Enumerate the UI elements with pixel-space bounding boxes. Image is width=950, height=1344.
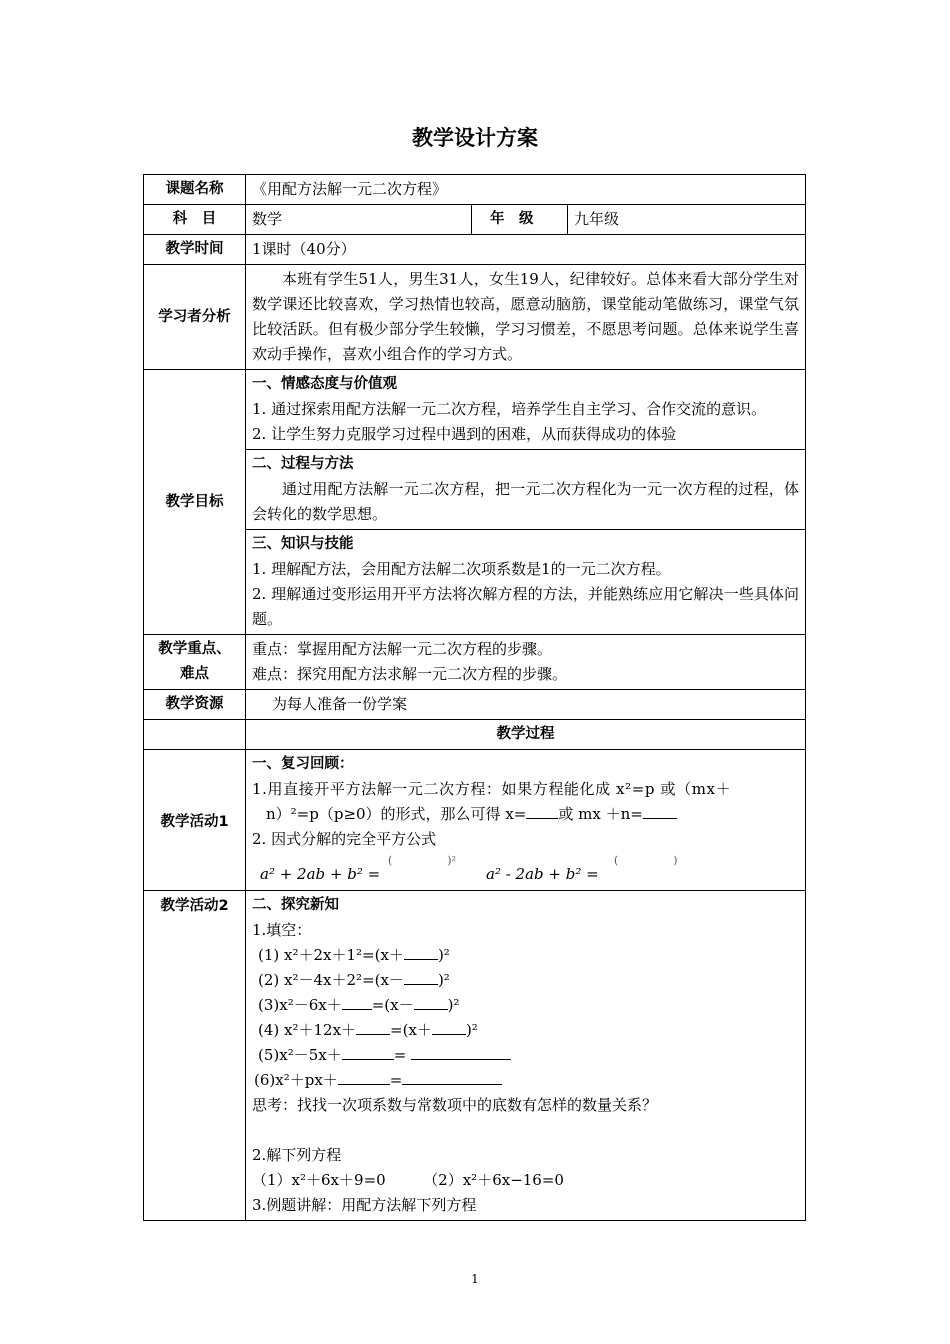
- goals-process-heading: 二、过程与方法: [252, 456, 354, 472]
- blank-mxn: [643, 804, 677, 819]
- process-blank-cell: [144, 720, 246, 750]
- learner-label: 学习者分析: [144, 265, 246, 370]
- course-value: 《用配方法解一元二次方程》: [246, 175, 806, 205]
- goals-process-line-1: 通过用配方法解一元二次方程，把一元二次方程化为一元一次方程的过程，体会转化的数学思想。: [252, 480, 800, 523]
- time-value: 1课时（40分）: [246, 235, 806, 265]
- goals-knowledge-line-2: 2. 理解通过变形运用开平方法将次解方程的方法，并能熟练应用它解决一些具体问题。: [252, 585, 800, 628]
- goals-section-process: [246, 449, 805, 529]
- formula-plus: a² + 2ab + b² =: [260, 865, 381, 883]
- exercise-6: (6)x²＋px＋ =: [252, 1068, 799, 1093]
- activity-2-content: [246, 891, 806, 1221]
- keypoints-content: [246, 635, 806, 690]
- formula-minus-paren: ( ): [614, 854, 678, 867]
- solve-items: （1）x²＋6x＋9=0 （2）x²＋6x−16=0: [252, 1171, 564, 1189]
- subject-value: 数学: [246, 205, 472, 235]
- activity-1-heading: 一、复习回顾：: [252, 756, 354, 772]
- keypoints-label-line-2: 难点: [180, 666, 209, 682]
- exercise-4: (4) x²＋12x＋ =(x＋ )²: [258, 1021, 478, 1039]
- goals-content: [246, 370, 806, 635]
- solve-title: 2.解下列方程: [252, 1146, 342, 1164]
- review-line-1b: n）²=p（p≥0）的形式，那么可得 x= 或 mx ＋n=: [252, 802, 799, 827]
- goals-attitude-heading: 一、情感态度与价值观: [252, 376, 397, 392]
- exercise-3: (3)x²－6x＋ =(x－ )²: [258, 996, 460, 1014]
- goals-attitude-line-1: 1. 通过探索用配方法解一元二次方程，培养学生自主学习、合作交流的意识。: [252, 400, 767, 418]
- goals-label: 教学目标: [144, 370, 246, 635]
- page-number: 1: [471, 1272, 479, 1286]
- keypoints-label: [144, 635, 246, 690]
- process-heading: 教学过程: [246, 720, 806, 750]
- goals-knowledge-heading: 三、知识与技能: [252, 536, 354, 552]
- grade-value: 九年级: [568, 205, 806, 235]
- goals-section-attitude: [246, 370, 805, 449]
- exercise-2: (2) x²－4x＋2²=(x－ )²: [258, 971, 450, 989]
- exercise-5: (5)x²－5x＋ =: [252, 1043, 799, 1068]
- think-prompt: 思考：找找一次项系数与常数项中的底数有怎样的数量关系？: [252, 1096, 658, 1114]
- spacer: [252, 1118, 799, 1143]
- resources-label: 教学资源: [144, 690, 246, 720]
- resources-value: 为每人准备一份学案: [246, 690, 806, 720]
- grade-label: 年 级: [472, 205, 568, 235]
- exercise-1: (1) x²＋2x＋1²=(x＋ )²: [258, 946, 450, 964]
- review-line-1a: 1.用直接开平方法解一元二次方程：如果方程能化成 x²=p 或（mx＋: [252, 780, 732, 798]
- activity-1-label: 教学活动1: [144, 750, 246, 891]
- goals-knowledge-line-1: 1. 理解配方法，会用配方法解二次项系数是1的一元二次方程。: [252, 560, 671, 578]
- keypoints-label-line-1: 教学重点、: [158, 641, 231, 657]
- blank-x: [526, 804, 558, 819]
- square-formulas: [252, 852, 799, 888]
- fill-blank-title: 1.填空：: [252, 921, 312, 939]
- document-title: 教学设计方案: [412, 126, 538, 150]
- activity-1-content: [246, 750, 806, 891]
- formula-plus-paren: ( )²: [388, 854, 456, 867]
- keypoint-focus: 重点：掌握用配方法解一元二次方程的步骤。: [252, 640, 553, 658]
- course-label: 课题名称: [144, 175, 246, 205]
- lesson-plan-table: [143, 174, 806, 1221]
- goals-attitude-line-2: 2. 让学生努力克服学习过程中遇到的困难，从而获得成功的体验: [252, 425, 677, 443]
- learner-analysis-text: 本班有学生51人，男生31人，女生19人，纪律较好。总体来看大部分学生对数学课还比较喜欢，学习热情也较高，愿意动脑筋，课堂能动笔做练习，课堂气氛比较活跃。但有极少部分学生较懒，学习习惯差，不愿思考问题。总体来说学生喜欢动手操作，喜欢小组合作的学习方式。: [246, 265, 806, 370]
- example-title: 3.例题讲解：用配方法解下列方程: [252, 1196, 477, 1214]
- goals-section-knowledge: [246, 529, 805, 634]
- time-label: 教学时间: [144, 235, 246, 265]
- subject-label: 科 目: [144, 205, 246, 235]
- activity-2-heading: 二、探究新知: [252, 897, 339, 913]
- review-line-2: 2. 因式分解的完全平方公式: [252, 830, 437, 848]
- formula-minus: a² - 2ab + b² =: [486, 865, 599, 883]
- activity-2-label: 教学活动2: [144, 891, 246, 1221]
- keypoint-difficulty: 难点：探究用配方法求解一元二次方程的步骤。: [252, 665, 568, 683]
